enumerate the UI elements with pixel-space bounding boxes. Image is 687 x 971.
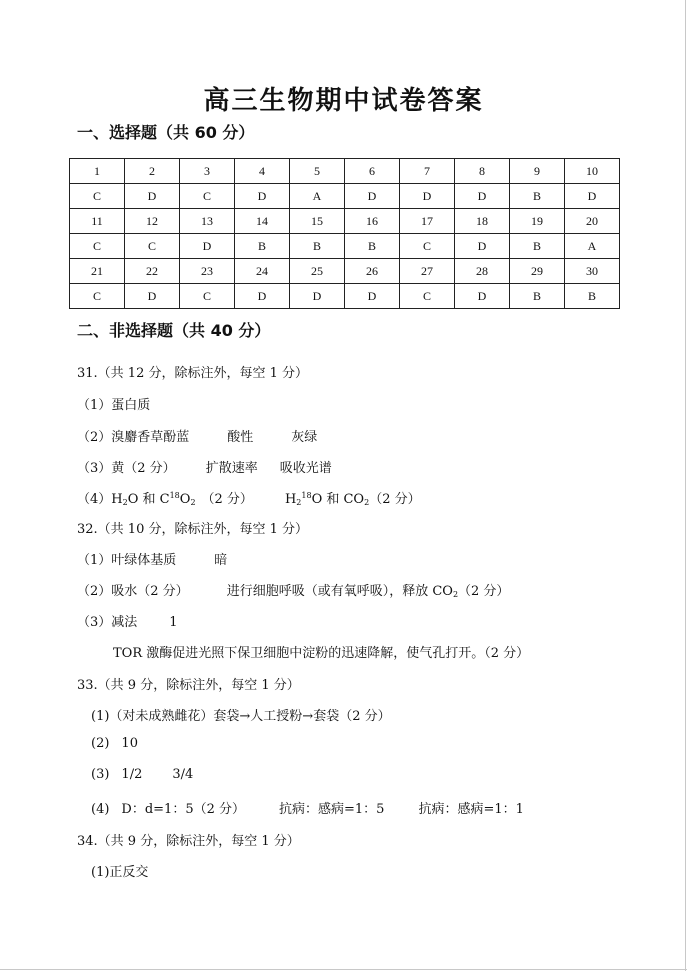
q32-answer-3 bbox=[77, 611, 178, 630]
answer-cell: B bbox=[235, 234, 290, 259]
q32-header: 32.（共 10 分，除标注外，每空 1 分） bbox=[77, 522, 309, 537]
question-number-row bbox=[70, 209, 620, 234]
question-number-cell: 30 bbox=[565, 259, 620, 284]
answer-cell: D bbox=[125, 184, 180, 209]
answer-cell: C bbox=[70, 284, 125, 309]
question-number-cell: 23 bbox=[180, 259, 235, 284]
q31-header: 31.（共 12 分，除标注外，每空 1 分） bbox=[77, 366, 309, 381]
question-number-cell: 27 bbox=[400, 259, 455, 284]
answer-cell: C bbox=[70, 184, 125, 209]
q31-a3-part: 吸收光谱 bbox=[279, 461, 332, 476]
q33-a4-part: 抗病：感病=1：5 bbox=[279, 802, 385, 817]
question-number-cell: 5 bbox=[290, 159, 345, 184]
question-number-cell: 7 bbox=[400, 159, 455, 184]
question-number-cell: 10 bbox=[565, 159, 620, 184]
q31-a2-part: （2）溴麝香草酚蓝 bbox=[77, 430, 190, 445]
q31-a2-part: 灰绿 bbox=[291, 430, 318, 445]
answer-cell: B bbox=[510, 234, 565, 259]
page-edge-bottom bbox=[0, 969, 687, 970]
question-number-cell: 21 bbox=[70, 259, 125, 284]
choice-answer-table bbox=[69, 158, 620, 309]
q32-answer-3-note: TOR 激酶促进光照下保卫细胞中淀粉的迅速降解，使气孔打开。（2 分） bbox=[113, 646, 530, 661]
q31-a4-text: $(4)H_2O$ 和 $C^{18}O_2$ （2 分） bbox=[77, 491, 253, 507]
q32-answer-1 bbox=[77, 549, 227, 568]
question-number-cell: 16 bbox=[345, 209, 400, 234]
question-number-cell: 3 bbox=[180, 159, 235, 184]
answer-cell: B bbox=[510, 184, 565, 209]
answer-cell: D bbox=[345, 184, 400, 209]
answer-cell: A bbox=[565, 234, 620, 259]
question-number-row bbox=[70, 159, 620, 184]
q32-a2-part: （2）吸水（2 分） bbox=[77, 584, 189, 599]
q33-a3-part: (3) bbox=[91, 767, 110, 782]
q33-a4-part: 抗病：感病=1：1 bbox=[418, 802, 524, 817]
q32-a1-part: 暗 bbox=[214, 553, 228, 568]
answer-cell: D bbox=[125, 284, 180, 309]
answer-cell: B bbox=[510, 284, 565, 309]
q32-a1-part: （1）叶绿体基质 bbox=[77, 553, 177, 568]
answer-cell: B bbox=[290, 234, 345, 259]
question-number-cell: 19 bbox=[510, 209, 565, 234]
question-number-cell: 13 bbox=[180, 209, 235, 234]
q33-a4-part: D：d=1：5（2 分） bbox=[121, 802, 246, 817]
q32-a2-part: 进行细胞呼吸（或有氧呼吸），释放 $CO_2(2$ 分） bbox=[226, 584, 510, 599]
question-number-cell: 2 bbox=[125, 159, 180, 184]
question-number-cell: 14 bbox=[235, 209, 290, 234]
question-number-cell: 17 bbox=[400, 209, 455, 234]
q34-header: 34.（共 9 分，除标注外，每空 1 分） bbox=[77, 834, 300, 849]
q34-answer-1: (1)正反交 bbox=[91, 865, 149, 880]
answer-cell: C bbox=[180, 284, 235, 309]
q33-answer-2 bbox=[91, 736, 138, 751]
q32-a3-part: （3）减法 bbox=[77, 615, 138, 630]
question-number-cell: 18 bbox=[455, 209, 510, 234]
q31-answer-3 bbox=[77, 457, 332, 476]
q33-a2-part: (2) bbox=[91, 736, 110, 751]
question-number-cell: 8 bbox=[455, 159, 510, 184]
question-number-cell: 24 bbox=[235, 259, 290, 284]
question-number-cell: 20 bbox=[565, 209, 620, 234]
q33-answer-3 bbox=[91, 767, 193, 782]
q33-header: 33.（共 9 分，除标注外，每空 1 分） bbox=[77, 678, 300, 693]
question-number-cell: 22 bbox=[125, 259, 180, 284]
question-number-row bbox=[70, 259, 620, 284]
answer-cell: D bbox=[235, 284, 290, 309]
q33-answer-4 bbox=[91, 798, 524, 817]
q31-a4-text2: $H_2^{18}O$ 和 $CO_2(2$ 分） bbox=[284, 491, 421, 507]
question-number-cell: 25 bbox=[290, 259, 345, 284]
answer-cell: D bbox=[290, 284, 345, 309]
answer-cell: D bbox=[565, 184, 620, 209]
question-number-cell: 11 bbox=[70, 209, 125, 234]
answer-cell: D bbox=[455, 234, 510, 259]
q31-answer-4 bbox=[77, 488, 421, 507]
q33-a3-part: 1/2 bbox=[121, 767, 143, 782]
q32-answer-2 bbox=[77, 580, 509, 599]
q33-a2-part: 10 bbox=[121, 736, 138, 751]
section-heading-choice: 一、选择题（共 60 分） bbox=[77, 123, 255, 142]
question-number-cell: 26 bbox=[345, 259, 400, 284]
q33-answer-1: (1)（对未成熟雌花）套袋→人工授粉→套袋（2 分） bbox=[91, 709, 391, 724]
question-number-cell: 6 bbox=[345, 159, 400, 184]
q31-answer-2 bbox=[77, 426, 317, 445]
q31-answer-1: （1）蛋白质 bbox=[77, 398, 151, 413]
q31-a2-part: 酸性 bbox=[227, 430, 254, 445]
answer-cell: C bbox=[400, 284, 455, 309]
answer-cell: D bbox=[235, 184, 290, 209]
question-number-cell: 1 bbox=[70, 159, 125, 184]
answer-row bbox=[70, 234, 620, 259]
answer-row bbox=[70, 184, 620, 209]
answer-cell: D bbox=[345, 284, 400, 309]
question-number-cell: 12 bbox=[125, 209, 180, 234]
answer-cell: C bbox=[400, 234, 455, 259]
question-number-cell: 4 bbox=[235, 159, 290, 184]
answer-cell: B bbox=[345, 234, 400, 259]
question-number-cell: 29 bbox=[510, 259, 565, 284]
page-edge-right bbox=[685, 0, 686, 971]
q31-a3-part: 扩散速率 bbox=[205, 461, 258, 476]
answer-cell: C bbox=[125, 234, 180, 259]
section-heading-nonchoice: 二、非选择题（共 40 分） bbox=[77, 321, 271, 340]
answer-row bbox=[70, 284, 620, 309]
page-title: 高三生物期中试卷答案 bbox=[203, 86, 484, 116]
answer-cell: A bbox=[290, 184, 345, 209]
question-number-cell: 15 bbox=[290, 209, 345, 234]
q31-a3-part: （3）黄（2 分） bbox=[77, 461, 176, 476]
answer-cell: D bbox=[180, 234, 235, 259]
question-number-cell: 9 bbox=[510, 159, 565, 184]
answer-cell: D bbox=[400, 184, 455, 209]
question-number-cell: 28 bbox=[455, 259, 510, 284]
q33-a3-part: 3/4 bbox=[172, 767, 194, 782]
answer-cell: C bbox=[70, 234, 125, 259]
q33-a4-part: (4) bbox=[91, 802, 110, 817]
answer-cell: B bbox=[565, 284, 620, 309]
answer-cell: D bbox=[455, 284, 510, 309]
answer-cell: D bbox=[455, 184, 510, 209]
q32-a3-part: 1 bbox=[169, 615, 178, 630]
answer-cell: C bbox=[180, 184, 235, 209]
